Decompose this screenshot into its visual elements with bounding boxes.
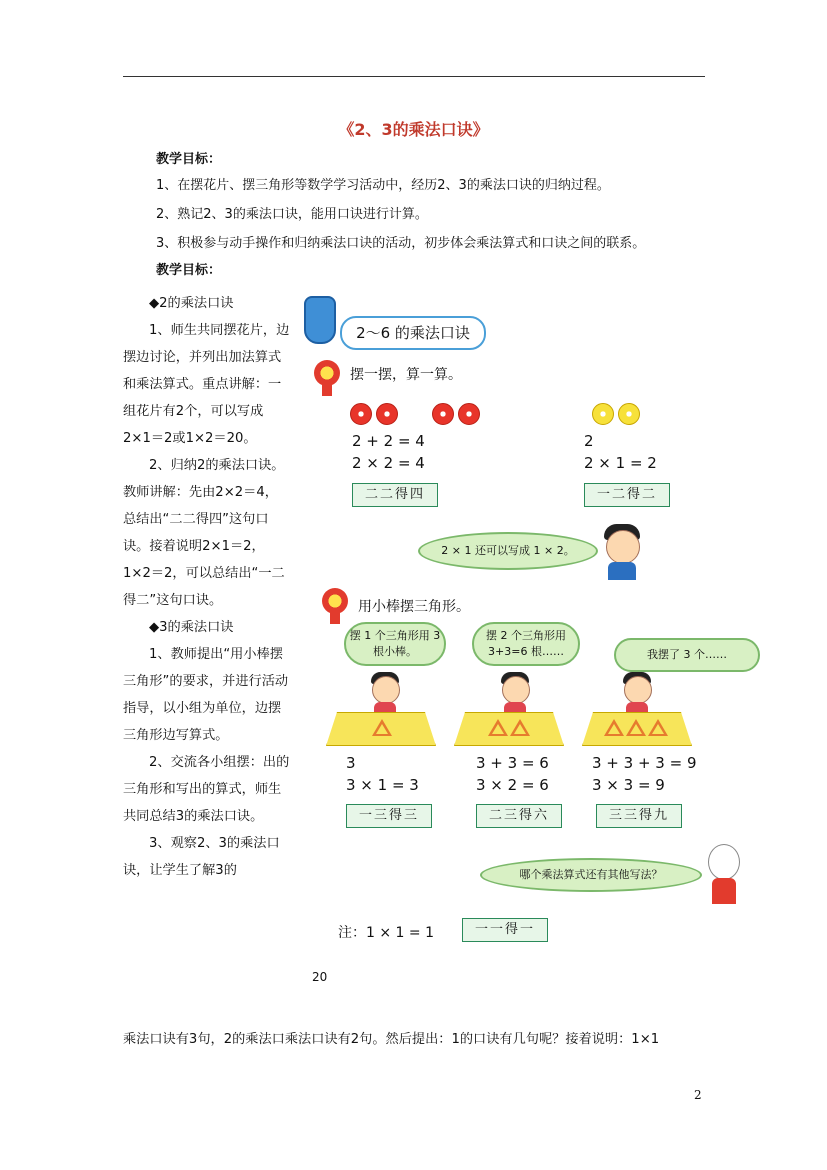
equation: 2 × 2 = 4 [352, 454, 425, 472]
para-3-3: 3、观察2、3的乘法口诀，让学生了解3的 [123, 836, 280, 878]
objective-1: 1、在摆花片、摆三角形等数学学习活动中，经历2、3的乘法口诀的归纳过程。 [156, 178, 610, 193]
red-flower-icon [376, 403, 398, 425]
para-2-1: 1、师生共同摆花片，边摆边讨论，并列出加法算式和乘法算式。重点讲解：一组花片有2个，可以写成2×1＝2或1×2＝20。 [123, 323, 290, 446]
section-3-heading: ◆3的乘法口诀 [149, 620, 234, 635]
triangle-icon [510, 719, 530, 736]
speech-bubble: 摆 1 个三角形用 3 根小棒。 [344, 622, 446, 666]
red-flower-icon [432, 403, 454, 425]
bottom-line: 乘法口诀有3句，2的乘法口乘法口诀有2句。然后提出：1的口诀有几句呢？接着说明：1×1 [123, 1032, 660, 1047]
page-title: 《2、3的乘法口诀》 [338, 120, 489, 139]
equation: 3 × 2 = 6 [476, 776, 549, 794]
equation: 2 × 1 = 2 [584, 454, 657, 472]
red-flower-icon [458, 403, 480, 425]
triangle-icon [604, 719, 624, 736]
ribbon-icon [330, 612, 340, 624]
speech-bubble: 我摆了 3 个…… [614, 638, 760, 672]
section-2-label: 用小棒摆三角形。 [358, 599, 470, 615]
page-number: 2 [694, 1088, 702, 1102]
koujue-box: 一一得一 [462, 918, 548, 942]
section-2-heading: ◆2的乘法口诀 [149, 296, 234, 311]
koujue-box: 二二得四 [352, 483, 438, 507]
equation: 3 + 3 = 6 [476, 754, 549, 772]
section-1-label: 摆一摆，算一算。 [350, 367, 462, 383]
header-rule [123, 76, 705, 77]
note-equation: 注：1 × 1 = 1 [338, 925, 434, 941]
triangle-icon [372, 719, 392, 736]
book-page-number: 20 [312, 970, 328, 984]
ribbon-icon [322, 384, 332, 396]
objective-3: 3、积极参与动手操作和归纳乘法口诀的活动，初步体会乘法算式和口诀之间的联系。 [156, 236, 646, 251]
equation: 3 × 1 = 3 [346, 776, 419, 794]
red-flower-icon [350, 403, 372, 425]
koujue-box: 三三得九 [596, 804, 682, 828]
rabbit-shirt [712, 878, 736, 904]
head [606, 530, 640, 564]
koujue-box: 一二得二 [584, 483, 670, 507]
rabbit-head [708, 844, 740, 880]
rosette-icon [322, 588, 348, 614]
triangle-icon [648, 719, 668, 736]
mascot-tag-icon [304, 296, 336, 344]
yellow-flower-icon [592, 403, 614, 425]
speech-bubble: 哪个乘法算式还有其他写法？ [480, 858, 702, 892]
equation: 3 + 3 + 3 = 9 [592, 754, 697, 772]
para-2-2: 2、归纳2的乘法口诀。教师讲解：先由2×2＝4，总结出“二二得四”这句口诀。接着说明2×1＝2， 1×2＝2，可以总结出“一二得二”这句口诀。 [123, 458, 285, 608]
equation: 2 [584, 432, 594, 450]
koujue-box: 二三得六 [476, 804, 562, 828]
equation: 3 × 3 = 9 [592, 776, 665, 794]
koujue-box: 一三得三 [346, 804, 432, 828]
triangle-icon [488, 719, 508, 736]
head [624, 676, 652, 704]
chapter-banner: 2～6 的乘法口诀 [340, 316, 486, 350]
head [372, 676, 400, 704]
yellow-flower-icon [618, 403, 640, 425]
process-heading: 教学目标： [156, 263, 222, 278]
speech-bubble: 摆 2 个三角形用 3+3=6 根…… [472, 622, 580, 666]
speech-bubble: 2 × 1 还可以写成 1 × 2。 [418, 532, 598, 570]
triangle-icon [626, 719, 646, 736]
left-column [123, 290, 291, 884]
equation: 3 [346, 754, 356, 772]
table [454, 712, 564, 746]
para-3-1: 1、教师提出“用小棒摆三角形”的要求，并进行活动指导，以小组为单位，边摆三角形边写算式。 [123, 647, 289, 743]
head [502, 676, 530, 704]
objective-2: 2、熟记2、3的乘法口诀，能用口诀进行计算。 [156, 207, 428, 222]
textbook-illustration [300, 292, 760, 992]
rosette-icon [314, 360, 340, 386]
shirt [608, 562, 636, 580]
objectives-heading: 教学目标： [156, 152, 222, 167]
para-3-2: 2、交流各小组摆：出的三角形和写出的算式，师生共同总结3的乘法口诀。 [123, 755, 290, 824]
equation: 2 + 2 = 4 [352, 432, 425, 450]
